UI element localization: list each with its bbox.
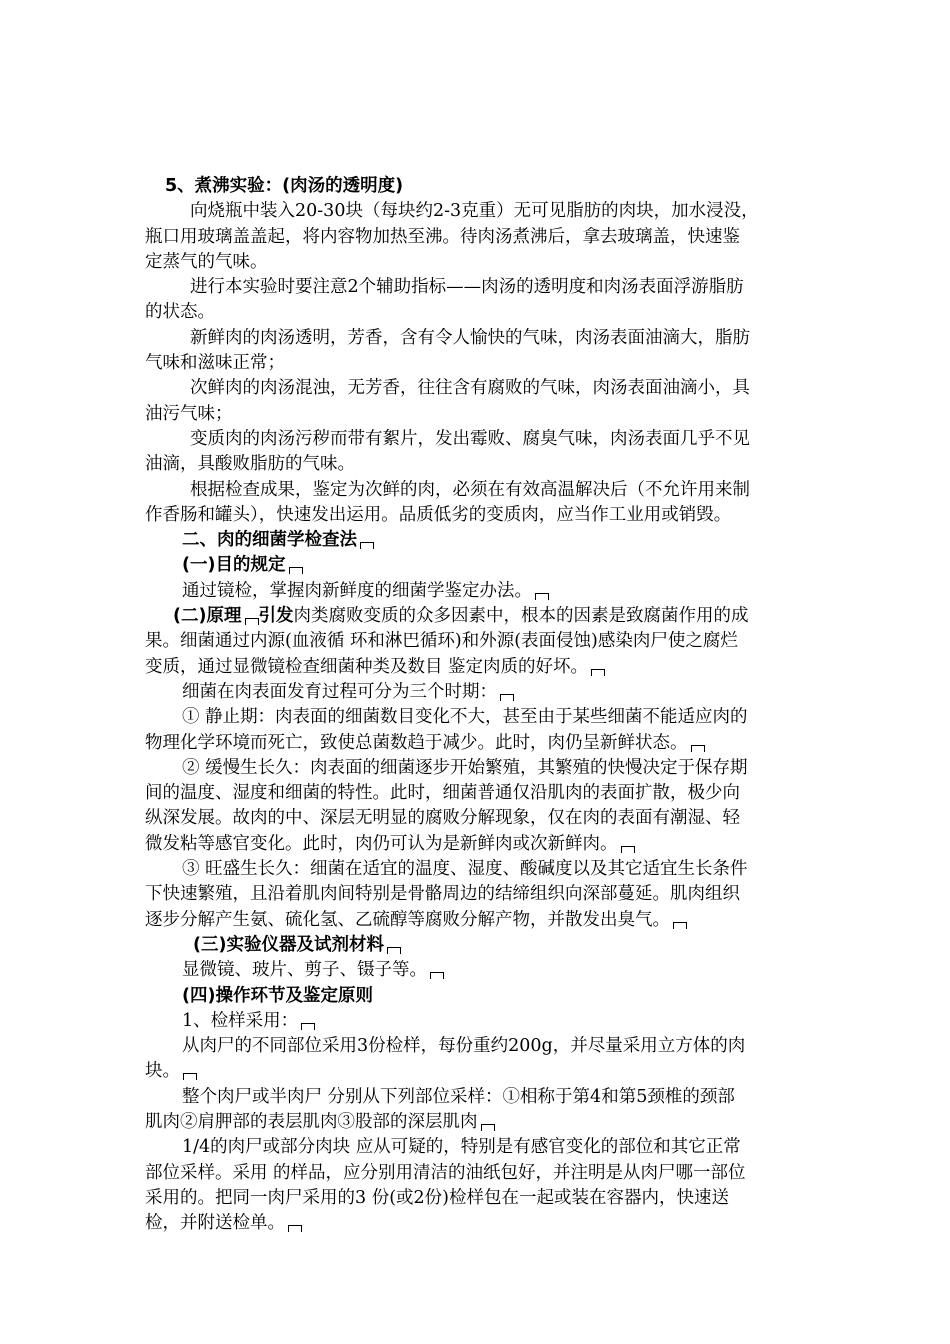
body-text: 根据检查成果，鉴定为次鲜的肉，必须在有效高温解决后（不允许用来制 xyxy=(190,479,750,500)
body-text: 果。细菌通过内源(血液循 环和淋巴循环)和外源(表面侵蚀)感染肉尸使之腐烂 xyxy=(145,631,738,652)
body-text: 整个肉尸或半肉尸 分别从下列部位采样：①相称于第4和第5颈椎的颈部 xyxy=(182,1086,735,1107)
body-text: 检，并附送检单。 xyxy=(145,1213,285,1234)
text-line xyxy=(145,250,810,275)
body-text: 块。 xyxy=(145,1061,180,1082)
text-line xyxy=(145,275,810,300)
text-line xyxy=(145,1135,810,1160)
text-line xyxy=(145,933,810,958)
text-line xyxy=(145,326,810,351)
text-line xyxy=(145,604,810,629)
paragraph-mark-icon xyxy=(591,669,605,676)
text-line xyxy=(145,1034,810,1059)
body-text: 肌肉②肩胛部的表层肌肉③股部的深层肌肉 xyxy=(145,1111,478,1132)
paragraph-mark-icon xyxy=(387,947,401,954)
body-text: 油滴，具酸败脂肪的气味。 xyxy=(145,454,355,475)
body-text: 作香肠和罐头），快速发出运用。品质低劣的变质肉，应当作工业用或销毁。 xyxy=(145,504,732,525)
body-text: 气味和滋味正常； xyxy=(145,353,285,374)
body-text: 次鲜肉的肉汤混浊，无芳香，往往含有腐败的气味，肉汤表面油滴小，具 xyxy=(190,378,750,399)
body-text: 瓶口用玻璃盖盖起，将内容物加热至沸。待肉汤煮沸后，拿去玻璃盖，快速鉴 xyxy=(145,226,740,247)
text-line xyxy=(145,832,810,857)
paragraph-mark-icon xyxy=(430,972,444,979)
body-text: ③ 旺盛生长久：细菌在适宜的温度、湿度、酸碱度以及其它适宜生长条件 xyxy=(182,859,748,880)
paragraph-mark-icon xyxy=(481,1124,495,1131)
text-line xyxy=(145,680,810,705)
text-line xyxy=(145,857,810,882)
section-heading: (一)目的规定 xyxy=(182,555,286,576)
text-line xyxy=(145,1186,810,1211)
text-line xyxy=(145,376,810,401)
section-heading: 5、煮沸实验：(肉汤的透明度) xyxy=(165,176,404,196)
body-text: 的状态。 xyxy=(145,302,215,323)
paragraph-mark-icon xyxy=(289,567,303,574)
text-line xyxy=(145,225,810,250)
text-line xyxy=(145,553,810,578)
text-line xyxy=(145,705,810,730)
text-line xyxy=(145,351,810,376)
paragraph-mark-icon xyxy=(183,1073,197,1080)
paragraph-mark-icon xyxy=(500,694,514,701)
text-line xyxy=(145,1161,810,1186)
body-text: ② 缓慢生长久：肉表面的细菌逐步开始繁殖，其繁殖的快慢决定于保存期 xyxy=(182,757,748,778)
section-heading: (三)实验仪器及试剂材料 xyxy=(193,934,384,955)
text-line xyxy=(145,452,810,477)
body-text: 部位采样。采用 的样品，应分别用清洁的油纸包好，并注明是从肉尸哪一部位 xyxy=(145,1162,746,1183)
body-text: 向烧瓶中装入20-30块（每块约2-3克重）无可见脂肪的肉块，加水浸没， xyxy=(190,201,759,222)
section-heading: (二)原理 xyxy=(173,606,242,627)
body-text: 定蒸气的气味。 xyxy=(145,251,268,272)
body-text: 1/4的肉尸或部分肉块 应从可疑的，特别是有感官变化的部位和其它正常 xyxy=(182,1137,741,1158)
body-text: 油污气味； xyxy=(145,403,233,424)
body-text: 肉类腐败变质的众多因素中，根本的因素是致腐菌作用的成 xyxy=(293,606,749,627)
body-text: 微发粘等感官变化。此时，肉仍可认为是新鲜肉或次新鲜肉。 xyxy=(145,833,618,854)
text-line xyxy=(145,199,810,224)
body-text: 通过镜检，掌握肉新鲜度的细菌学鉴定办法。 xyxy=(182,580,532,601)
paragraph-mark-icon xyxy=(621,846,635,853)
body-text: 进行本实验时要注意2个辅助指标——肉汤的透明度和肉汤表面浮游脂肪 xyxy=(190,277,744,298)
text-line xyxy=(145,655,810,680)
text-line xyxy=(145,731,810,756)
body-text: 逐步分解产生氨、硫化氢、乙硫醇等腐败分解产物，并散发出臭气。 xyxy=(145,909,670,930)
text-line xyxy=(145,1211,810,1236)
text-line xyxy=(145,528,810,553)
text-line xyxy=(145,882,810,907)
body-text: 变质，通过显微镜检查细菌种类及数目 鉴定肉质的好坏。 xyxy=(145,656,589,677)
body-text: 新鲜肉的肉汤透明，芳香，含有令人愉快的气味，肉汤表面油滴大，脂肪 xyxy=(190,327,750,348)
body-text: 间的温度、湿度和细菌的特性。此时，细菌普通仅沿肌肉的表面扩散，极少向 xyxy=(145,783,740,804)
text-line xyxy=(145,1009,810,1034)
body-text: 细菌在肉表面发育过程可分为三个时期： xyxy=(182,681,497,702)
text-line xyxy=(145,1110,810,1135)
text-line xyxy=(145,427,810,452)
text-line xyxy=(145,402,810,427)
text-line xyxy=(145,1059,810,1084)
text-line xyxy=(145,629,810,654)
paragraph-mark-icon xyxy=(288,1225,302,1232)
body-text: ① 静止期：肉表面的细菌数目变化不大，甚至由于某些细菌不能适应肉的 xyxy=(182,707,748,728)
text-line xyxy=(145,806,810,831)
text-line xyxy=(145,579,810,604)
paragraph-mark-icon xyxy=(691,745,705,752)
text-line xyxy=(145,908,810,933)
text-line xyxy=(145,958,810,983)
body-text: 物理化学环境而死亡，致使总菌数趋于减少。此时，肉仍呈新鲜状态。 xyxy=(145,732,688,753)
body-text: 纵深发展。故肉的中、深层无明显的腐败分解现象，仅在肉的表面有潮湿、轻 xyxy=(145,808,740,829)
text-line xyxy=(145,300,810,325)
body-text: 下快速繁殖，且沿着肌肉间特别是骨骼周边的结缔组织向深部蔓延。肌肉组织 xyxy=(145,884,740,905)
paragraph-mark-icon xyxy=(535,593,549,600)
body-text: 1、检样采用： xyxy=(182,1010,299,1031)
text-line xyxy=(145,1085,810,1110)
text-line xyxy=(145,756,810,781)
document-page xyxy=(145,174,810,1236)
text-line xyxy=(145,503,810,528)
text-line xyxy=(145,478,810,503)
body-text: 显微镜、玻片、剪子、镊子等。 xyxy=(182,960,427,981)
section-heading: 二、肉的细菌学检查法 xyxy=(182,530,357,551)
body-text: 从肉尸的不同部位采用3份检样，每份重约200g，并尽量采用立方体的肉 xyxy=(182,1036,746,1057)
paragraph-mark-icon xyxy=(673,922,687,929)
text-line xyxy=(145,174,810,199)
paragraph-mark-icon xyxy=(301,1023,315,1030)
paragraph-mark-icon xyxy=(360,542,374,549)
text-line xyxy=(145,984,810,1009)
paragraph-mark-icon xyxy=(245,618,259,625)
body-text: 变质肉的肉汤污秽而带有絮片，发出霉败、腐臭气味，肉汤表面几乎不见 xyxy=(190,428,750,449)
section-heading: (四)操作环节及鉴定原则 xyxy=(182,985,373,1006)
body-text: 采用的。把同一肉尸采用的3 份(或2份)检样包在一起或装在容器内，快速送 xyxy=(145,1187,729,1208)
text-line xyxy=(145,781,810,806)
bold-lead-text: 引发 xyxy=(258,606,294,627)
